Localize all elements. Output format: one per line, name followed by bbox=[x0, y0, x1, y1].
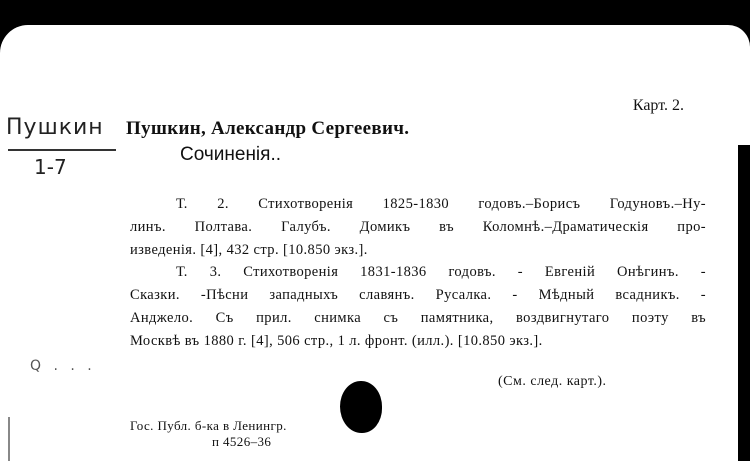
see-next-card-note: (См. след. карт.). bbox=[498, 374, 607, 389]
library-stamp: Гос. Публ. б-ка в Ленингр. bbox=[130, 418, 287, 433]
scan-border bbox=[738, 145, 750, 461]
entry-line: изведенія. [4], 432 стр. [10.850 экз.]. bbox=[130, 242, 368, 258]
pencil-mark: Q . . . bbox=[30, 358, 96, 374]
author-heading: Пушкин, Александр Сергеевич. bbox=[126, 118, 410, 139]
entry-line: Т. 2. Стихотворенія 1825-1830 годовъ.–Борисъ Годуновъ.–Ну- bbox=[176, 196, 706, 212]
handwritten-underline bbox=[8, 149, 116, 151]
catalog-card bbox=[0, 25, 750, 461]
volume-3-entry bbox=[130, 261, 706, 353]
entry-line: Т. 3. Стихотворенія 1831-1836 годовъ. - Евгеній Онѣгинъ. - bbox=[176, 264, 706, 280]
handwritten-author-note: Пушкин bbox=[6, 115, 104, 140]
work-title: Сочиненія.. bbox=[180, 144, 282, 165]
entry-line: Москвѣ въ 1880 г. [4], 506 стр., 1 л. фронт. (илл.). [10.850 экз.]. bbox=[130, 333, 543, 349]
entry-line: Сказки. -Пѣсни западныхъ славянъ. Русалка. - Мѣдный всадникъ. - bbox=[130, 287, 706, 303]
shelf-mark: п 4526–36 bbox=[212, 434, 272, 449]
scan-edge-mark bbox=[8, 417, 10, 461]
volume-2-entry bbox=[130, 193, 706, 262]
handwritten-volume-range: 1-7 bbox=[34, 155, 67, 179]
entry-line: Анджело. Съ прил. снимка съ памятника, воздвигнутаго поэту въ bbox=[130, 310, 706, 326]
entry-line: линъ. Полтава. Галубъ. Домикъ въ Коломнѣ.–Драматическія про- bbox=[130, 219, 706, 235]
card-number: Карт. 2. bbox=[632, 97, 684, 114]
punch-hole bbox=[340, 381, 382, 433]
